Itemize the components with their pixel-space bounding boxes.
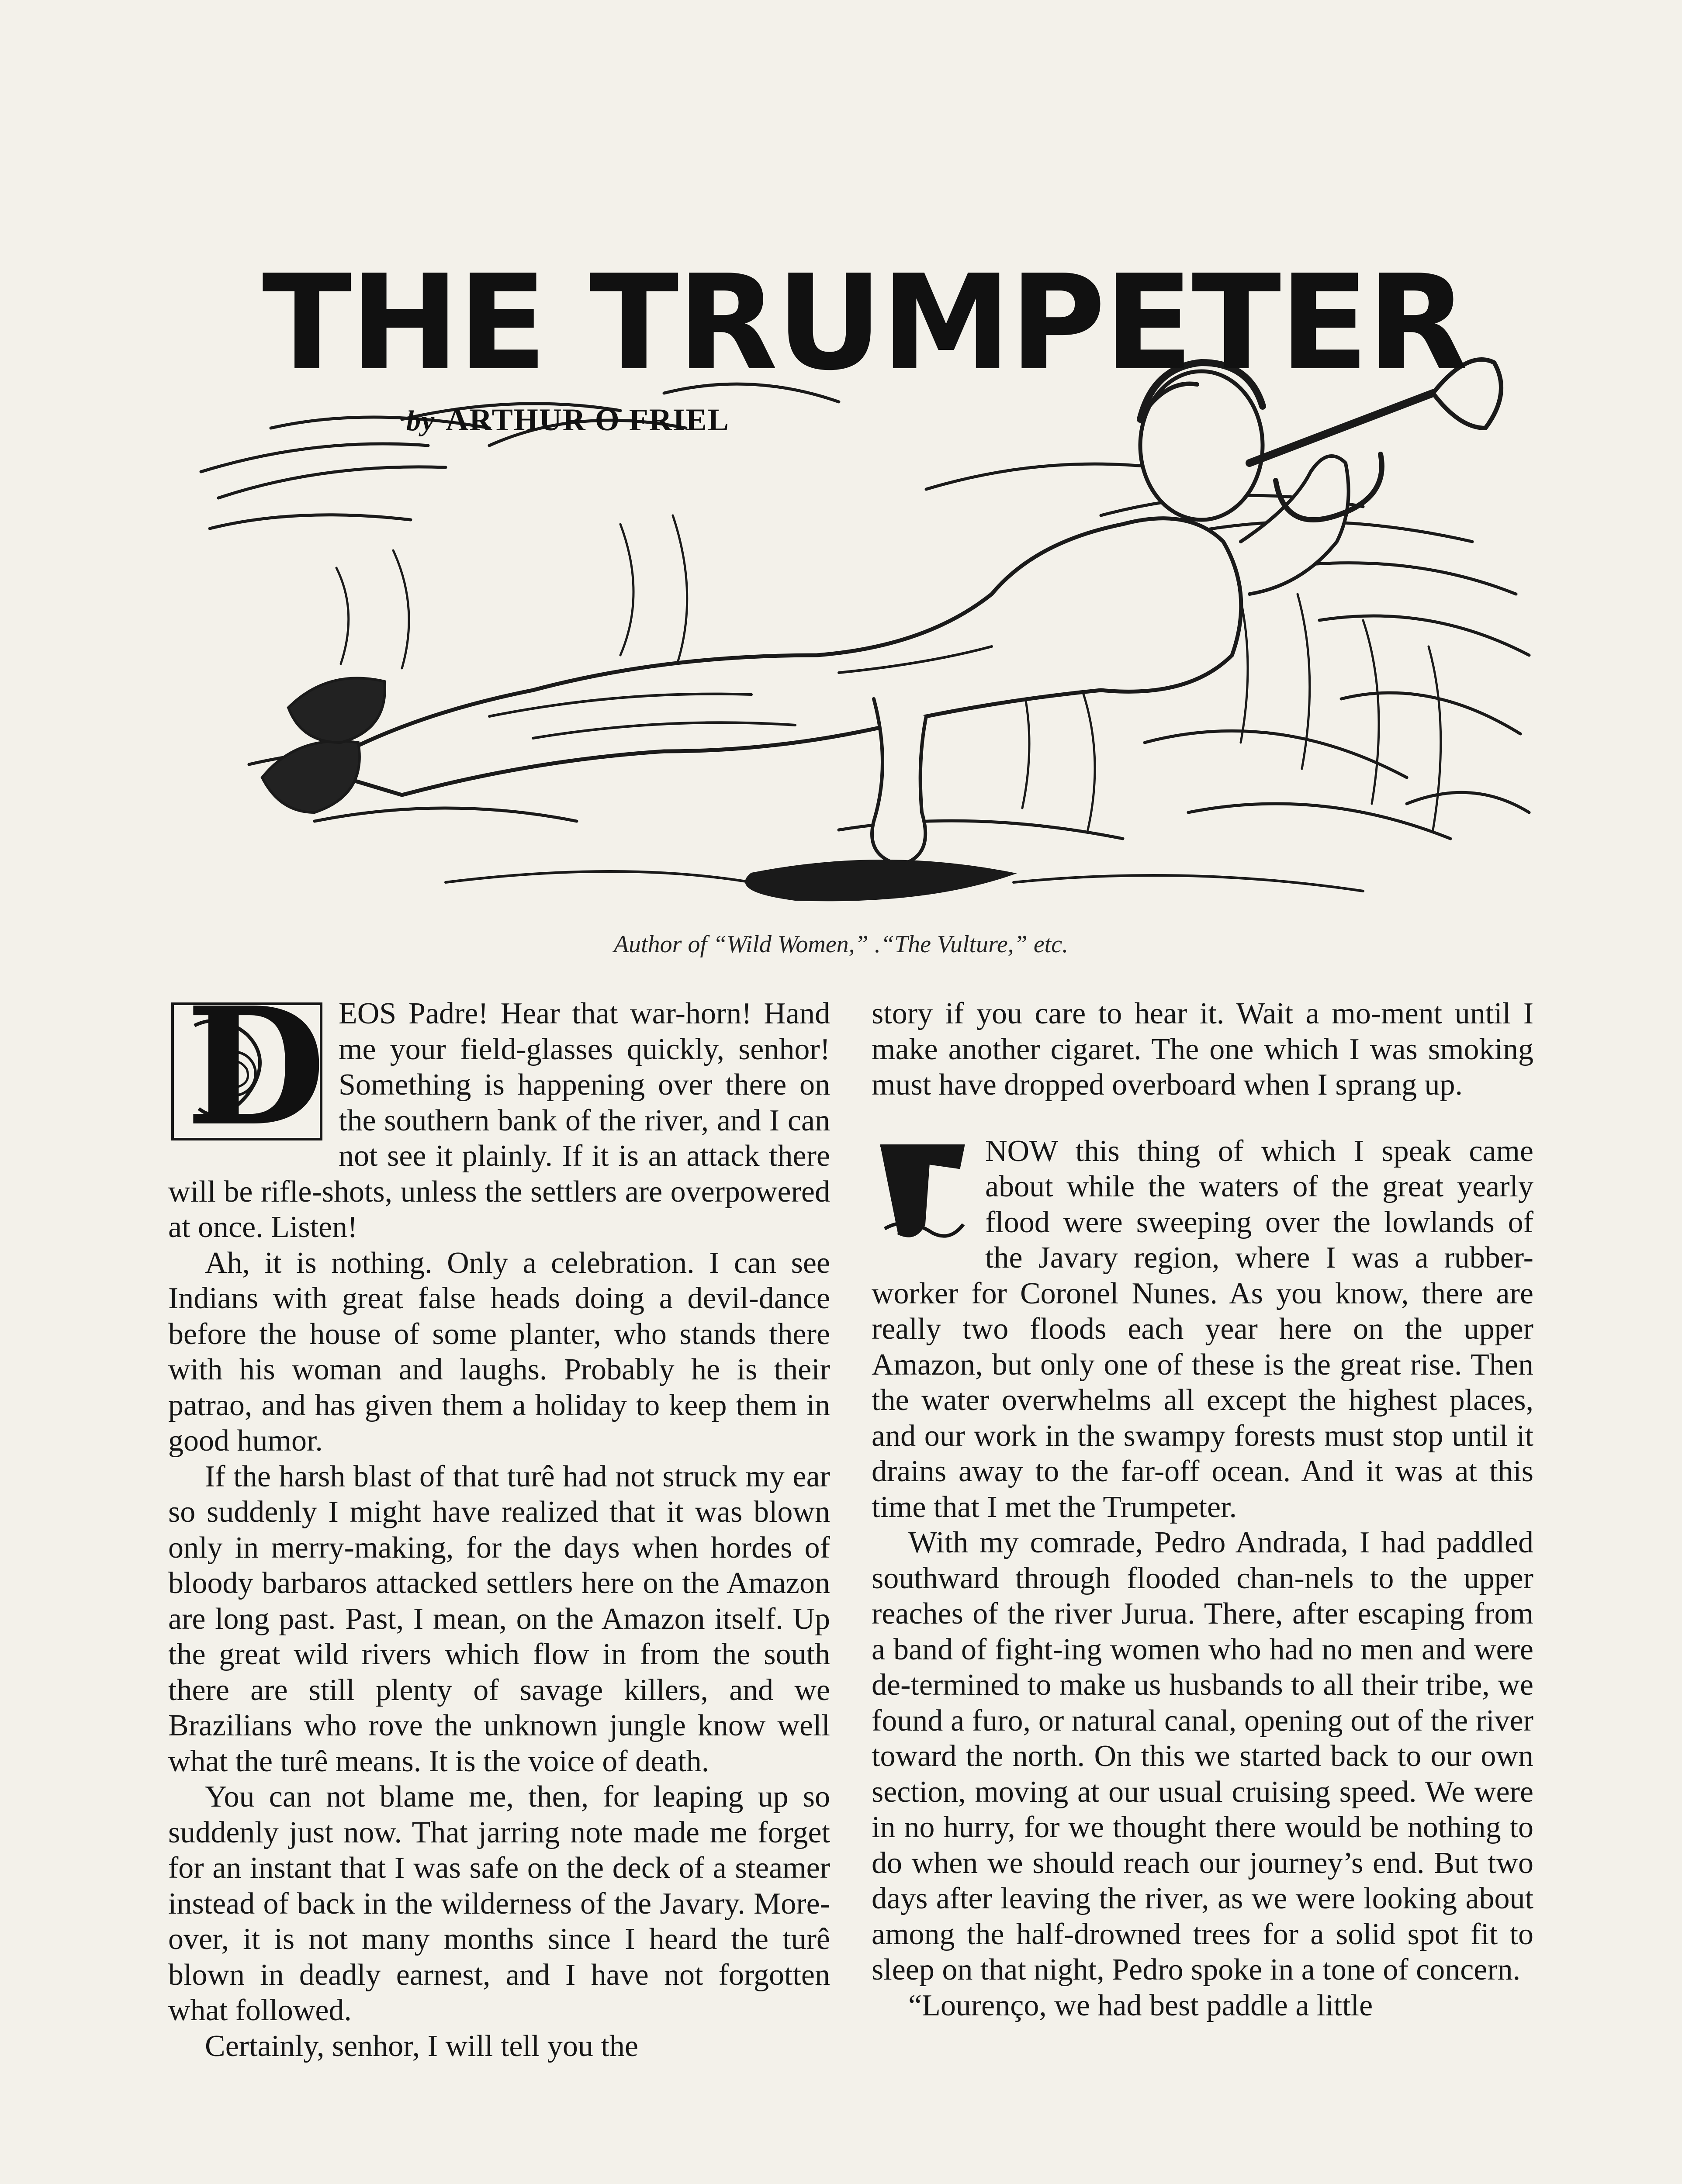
paragraph: With my comrade, Pedro Andrada, I had paddled southward through flooded chan-nels to the upper reaches of the river Jurua. There, after escaping from a band of fight-ing women who had no men and were de-termined to make us husbands to all their tribe, we found a furo, or natural canal, opening out of the river toward the north. On this we started back to our own section, moving at our usual cruising speed. We were in no hurry, for we thought there would be nothing to do when we should reach our journey’s end. But two days after leaving the river, as we were looking about among the half-drowned trees for a solid spot fit to sleep on that night, Pedro spoke in a tone of concern.	[872, 1526, 1533, 1987]
story-title: THE TRUMPETER	[262, 247, 1467, 399]
paragraph: EOS Padre! Hear that war-horn! Hand me your field-glasses quickly, senhor! Something is happening over there on the southern bank of the river, and I can not see it plainly. If it is an attack there will be rifle-shots, unless the settlers are overpowered at once. Listen!	[168, 997, 830, 1244]
ornamental-initial	[872, 1137, 972, 1246]
ornamental-drop-cap	[168, 972, 326, 1162]
paragraph: If the harsh blast of that turê had not struck my ear so suddenly I might have realized that it was blown only in merry-making, for the days when hordes of bloody barbaros attacked settlers here on the Amazon are long past. Past, I mean, on the Amazon itself. Up the great wild rivers which flow in from the south there are still plenty of savage killers, and we Brazilians who rove the unknown jungle know well what the turê means. It is the voice of death.	[168, 1459, 830, 1778]
byline-prefix: by	[406, 405, 436, 437]
story-header	[0, 0, 1682, 983]
paragraph: “Lourenço, we had best paddle a little	[908, 1988, 1373, 2022]
paragraph: Certainly, senhor, I will tell you the	[205, 2029, 638, 2063]
right-column	[872, 996, 1533, 2023]
left-column	[168, 972, 830, 2064]
paragraph: story if you care to hear it. Wait a mo-ment until I make another cigaret. The one which I was smoking must have dropped overboard when I sprang up.	[872, 997, 1533, 1102]
paragraph: You can not blame me, then, for leaping up so suddenly just now. That jarring note made me forget for an instant that I was safe on the deck of a steamer instead of back in the wilderness of the Javary. More-over, it is not many months since I heard the turê blown in deadly earnest, and I have not forgotten what followed.	[168, 1780, 830, 2027]
paragraph: Ah, it is nothing. Only a celebration. I can see Indians with great false heads doing a devil-dance before the house of some planter, who stands there with his woman and laughs. Probably he is their patrao, and has given them a holiday to keep them in good humor.	[168, 1246, 830, 1458]
paragraph-text: this thing of which I speak came about while the waters of the great yearly flood were sweeping over the lowlands of the Javary region, where I was a rubber-worker for Coronel Nunes. As you know, there are really two floods each year here on the upper Amazon, but only one of these is the great rise. Then the water overwhelms all except the highest places, and our work in the swampy forests must stop until it drains away to the far-off ocean. And it was at this time that I met the Trumpeter.	[872, 1134, 1534, 1524]
ornament-icon	[872, 1137, 972, 1246]
byline	[406, 402, 730, 438]
drop-cap-letter: D	[186, 972, 326, 1162]
author-caption: Author of “Wild Women,” .“The Vulture,” etc.	[613, 931, 1069, 958]
section-initial: NOW	[985, 1134, 1058, 1168]
byline-author: ARTHUR O FRIEL	[446, 402, 730, 437]
